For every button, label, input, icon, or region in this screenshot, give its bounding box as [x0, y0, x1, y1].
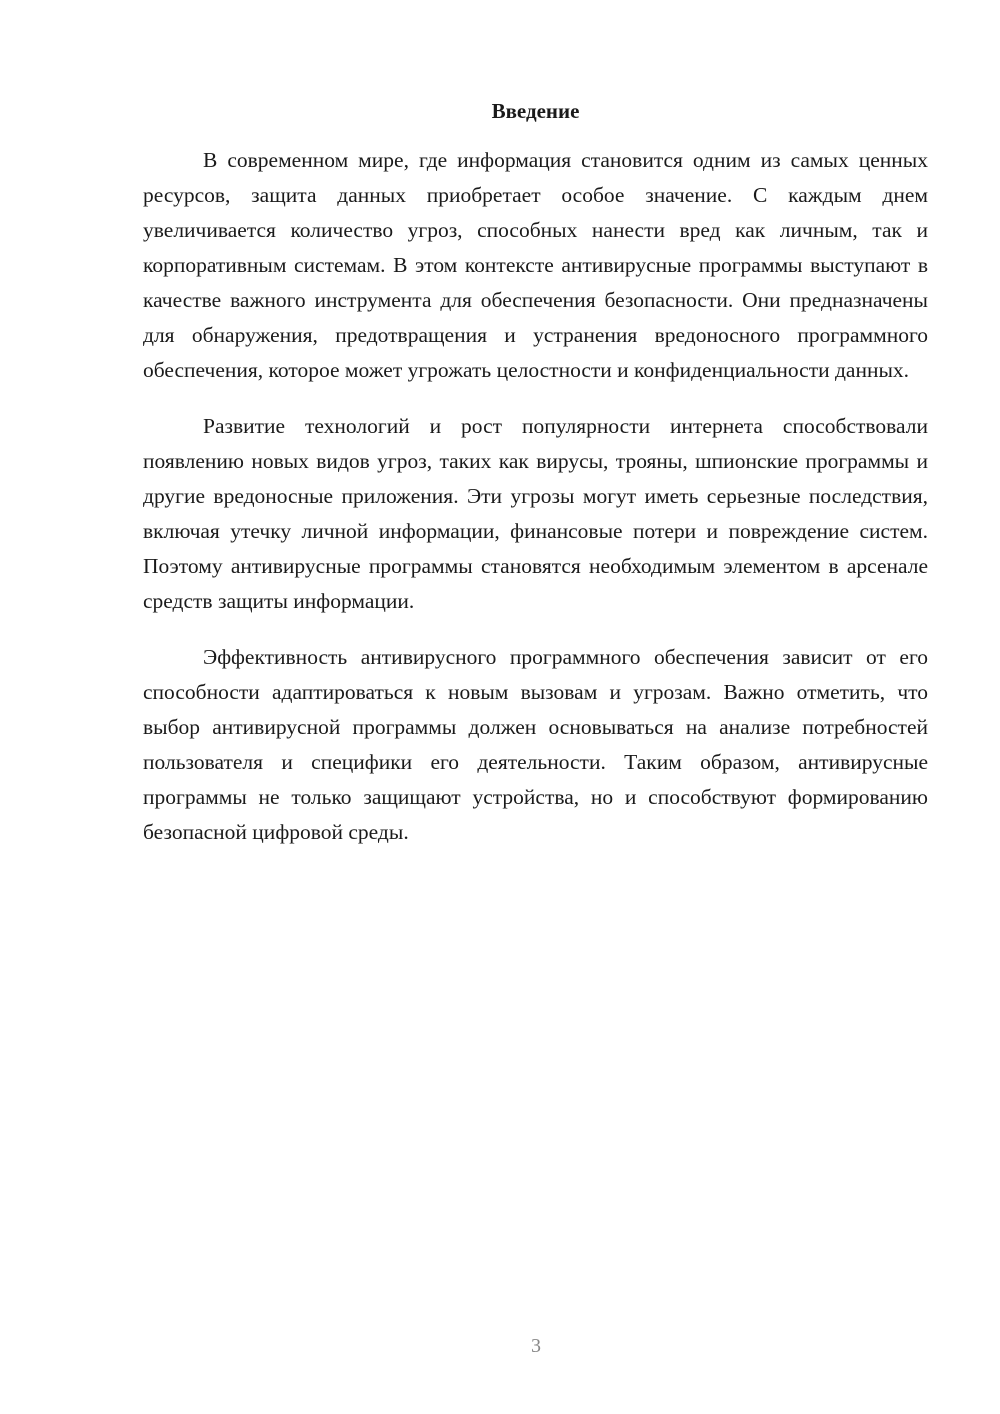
paragraph-3: Эффективность антивирусного программного обеспечения зависит от его способности адаптироваться к новым вызовам и угрозам. Важно отметить, что выбор антивирусной программы должен основываться на анализе потребностей пользователя и специфики его деятельности. Таким образом, антивирусные программы не только защищают устройства, но и способствуют формированию безопасной цифровой среды.: [143, 645, 928, 844]
paragraph-2: Развитие технологий и рост популярности интернета способствовали появлению новых видов угроз, таких как вирусы, трояны, шпионские программы и другие вредоносные приложения. Эти угрозы могут иметь серьезные последствия, включая утечку личной информации, финансовые потери и повреждение систем. Поэтому антивирусные программы становятся необходимым элементом в арсенале средств защиты информации.: [143, 414, 928, 613]
page-number: 3: [531, 1335, 541, 1357]
paragraph-1: В современном мире, где информация становится одним из самых ценных ресурсов, защита данных приобретает особое значение. С каждым днем увеличивается количество угроз, способных нанести вред как личным, так и корпоративным системам. В этом контексте антивирусные программы выступают в качестве важного инструмента для обеспечения безопасности. Они предназначены для обнаружения, предотвращения и устранения вредоносного программного обеспечения, которое может угрожать целостности и конфиденциальности данных.: [143, 148, 928, 382]
body-text: [143, 143, 928, 871]
section-heading: Введение: [491, 99, 580, 123]
